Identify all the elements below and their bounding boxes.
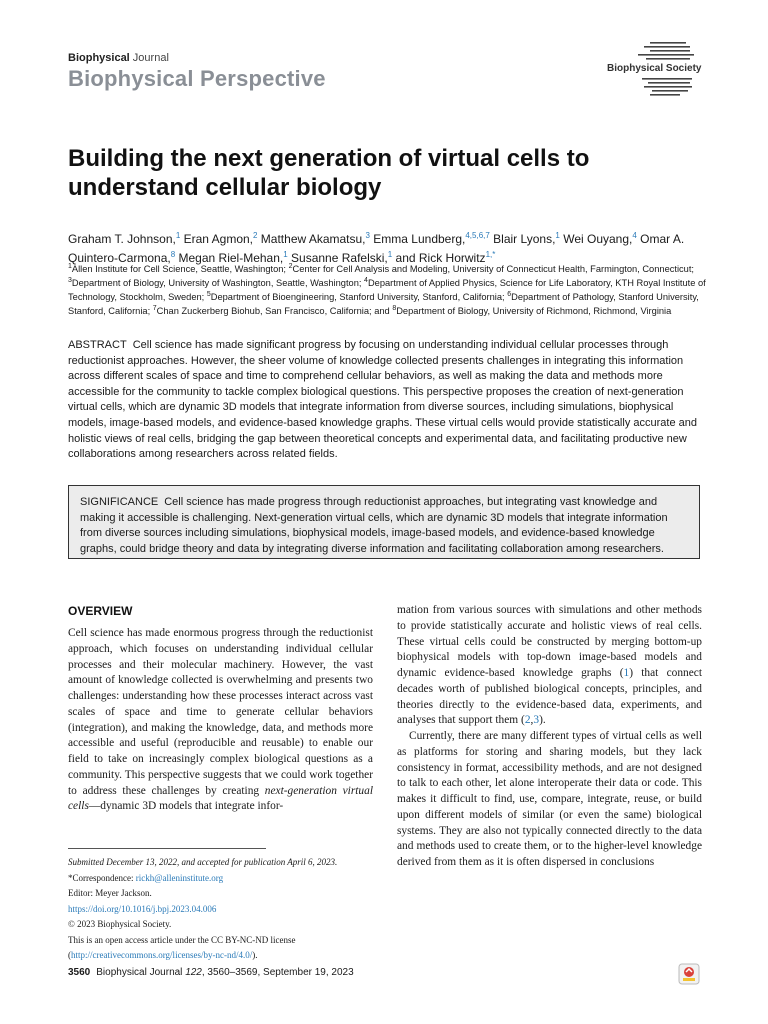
body-column-left (68, 626, 373, 815)
body-paragraph: mation from various sources with simulations and other methods to provide statistically accurate and holistic views of real cells. These virtual cells could be constructed by merging bottom-up biophysical models with top-down image-based models and dynamic evidence-based knowledge graphs (1) that connect decades worth of published biological concepts, principles, and theories directly to the evidence-based data, experiments, and analyses that support them (2,3). (397, 604, 702, 727)
abstract (68, 338, 704, 463)
editor: Editor: Meyer Jackson. (68, 888, 152, 898)
author-list: Graham T. Johnson,$^1$ Eran Agmon,$^2$ Matthew Akamatsu,$^3$ Emma Lundberg,$^{4,5,6,7}$ Blair Lyons,$^1$ Wei Ouyang,$^4$ Omar A. Quintero-Carmona,$^8$ Megan Riel-Mehan,$^1$ Susanne Rafelski,$^1$ and Rick Horwitz$^{1,*}$ (68, 231, 685, 265)
volume: 122 (185, 967, 202, 978)
abstract-text: Cell science has made significant progress by focusing on understanding individual cellular processes through reductionist approaches. However, the sheer volume of knowledge collected presents challenges in integrating this information across different scales of space and time to comprehend cellular behaviors, as well as making the data and methods more accessible for the community to tackle complex biological questions. This perspective proposes the creation of next-generation virtual cells, which are dynamic 3D models that integrate information from diverse sources, including simulations, biophysical models, image-based models, and evidence-based knowledge graphs. These virtual cells would provide statistically accurate and holistic views of real cells, bridging the gap between theoretical concepts and experimental data, and facilitating productive new collaborations among researchers across related fields. (68, 339, 697, 461)
article-title: Building the next generation of virtual cells to understand cellular biology (68, 145, 590, 201)
copyright: © 2023 Biophysical Society. (68, 919, 172, 929)
footnotes (68, 855, 368, 964)
body-paragraph: Cell science has made enormous progress through the reductionist approach, which focuses on understanding individual cellular processes and their molecular machinery. However, the vast amount of knowledge collected is overwhelming and presents two challenges: understanding how these processes interact across vast scales of space and time to generate cellular behaviors (integration), and making the knowledge, data, and methods more accessible and useful (reproducible and reusable) to enable our field to take on increasingly complex biological questions as a community. This perspective suggests that we could work together to address these challenges by creating next-generation virtual cells—dynamic 3D models that integrate infor- (68, 627, 373, 813)
crossmark-icon[interactable] (678, 963, 700, 985)
body-paragraph: Currently, there are many different types of virtual cells as well as platforms for storing and sharing models, but they lack consistency in format, accessibility methods, and are not designed to talk to each other, let alone interoperate their data or code. This makes it difficult to find, use, compare, integrate, reuse, or build upon different models of similar (or even the same) biological systems. They are also not typically connected directly to the data and methods used to create them, or to the higher-level knowledge derived from them as it is often dispersed in conclusions (397, 730, 702, 868)
significance-label: SIGNIFICANCE (80, 496, 159, 508)
section-type: Biophysical Perspective (68, 66, 326, 91)
page-number: 3560 (68, 967, 91, 978)
significance-box (68, 485, 700, 559)
correspondence-email-link[interactable]: rickh@alleninstitute.org (135, 872, 224, 883)
significance-text: Cell science has made progress through reductionist approaches, but integrating vast knowledge and making it accessible is challenging. Next-generation virtual cells, which are dynamic 3D models that integrate information from diverse sources including simulations, biophysical models, image-based models, and evidence-based knowledge graphs, could bridge theory and data by integrating diverse information and facilitating collaboration among researchers. (80, 496, 668, 556)
society-name: Biophysical Society (607, 63, 704, 74)
page-footer: 3560 Biophysical Journal 122, 3560–3569, September 19, 2023 (68, 967, 354, 978)
license-link[interactable]: http://creativecommons.org/licenses/by-nc-nd/4.0/ (71, 950, 253, 960)
body-column-right (397, 603, 702, 871)
correspondence: *Correspondence: rickh@alleninstitute.org (68, 872, 224, 883)
overview-heading: OVERVIEW (68, 604, 133, 618)
submission-date: Submitted December 13, 2022, and accepted for publication April 6, 2023. (68, 857, 338, 867)
license-note: This is an open access article under the CC BY-NC-ND license (http://creativecommons.org/licenses/by-nc-nd/4.0/). (68, 934, 296, 960)
affiliations: $^1$Allen Institute for Cell Science, Seattle, Washington; $^2$Center for Cell Analysis and Modeling, University of Connecticut Health, Farmington, Connecticut; $^3$Department of Biology, University of Washington, Seattle, Washington; $^4$Department of Applied Physics, Science for Life Laboratory, KTH Royal Institute of Technology, Stockholm, Sweden; $^5$Department of Bioengineering, Stanford University, Stanford, California; $^6$Department of Pathology, Stanford University, Stanford, California; $^7$Chan Zuckerberg Biohub, San Francisco, California; and $^8$Department of Biology, University of Richmond, Richmond, Virginia (68, 263, 706, 317)
footnote-divider (68, 848, 266, 849)
significance-statement (80, 495, 692, 558)
abstract-label: ABSTRACT (68, 339, 127, 351)
journal-name: Biophysical Journal (68, 52, 169, 64)
doi-link[interactable]: https://doi.org/10.1016/j.bpj.2023.04.006 (68, 903, 217, 914)
